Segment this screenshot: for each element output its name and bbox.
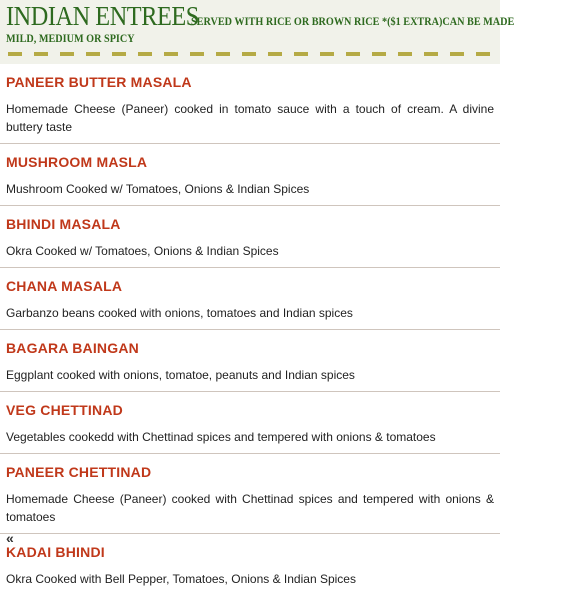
menu-item-description: Homemade Cheese (Paneer) cooked in tomato sauce with a touch of cream. A divine buttery taste	[6, 102, 494, 134]
menu-item	[0, 330, 500, 392]
menu-item-name: KADAI BHINDI	[6, 544, 105, 560]
menu-item-name: BHINDI MASALA	[6, 216, 121, 232]
menu-item	[0, 534, 500, 595]
section-subtitle: SERVED WITH RICE OR BROWN RICE *($1 EXTRA)CAN BE MADE	[190, 14, 515, 28]
menu-item-description: Okra Cooked with Bell Pepper, Tomatoes, Onions & Indian Spices	[6, 572, 356, 586]
dashed-divider	[8, 52, 500, 56]
menu-item-name: VEG CHETTINAD	[6, 402, 123, 418]
menu-item	[0, 144, 500, 206]
menu-item-name: PANEER BUTTER MASALA	[6, 74, 192, 90]
menu-item-name: CHANA MASALA	[6, 278, 123, 294]
menu-item	[0, 206, 500, 268]
menu-item-name: MUSHROOM MASLA	[6, 154, 148, 170]
menu-item	[0, 268, 500, 330]
menu-item-description: Garbanzo beans cooked with onions, tomatoes and Indian spices	[6, 306, 353, 320]
menu-item	[0, 454, 500, 534]
menu-item	[0, 64, 500, 144]
menu-list	[0, 64, 500, 595]
menu-item-name: PANEER CHETTINAD	[6, 464, 152, 480]
menu-item	[0, 392, 500, 454]
menu-item-name: BAGARA BAINGAN	[6, 340, 139, 356]
back-arrow-icon[interactable]: «	[6, 530, 14, 546]
menu-item-description: Homemade Cheese (Paneer) cooked with Chettinad spices and tempered with onions & tomatoes	[6, 492, 494, 524]
section-title: INDIAN ENTREES	[6, 1, 199, 31]
menu-item-description: Okra Cooked w/ Tomatoes, Onions & Indian Spices	[6, 244, 279, 258]
section-subtitle-line2: MILD, MEDIUM OR SPICY	[6, 31, 135, 45]
menu-item-description: Eggplant cooked with onions, tomatoe, peanuts and Indian spices	[6, 368, 355, 382]
menu-item-description: Mushroom Cooked w/ Tomatoes, Onions & Indian Spices	[6, 182, 310, 196]
menu-item-description: Vegetables cookedd with Chettinad spices and tempered with onions & tomatoes	[6, 430, 436, 444]
